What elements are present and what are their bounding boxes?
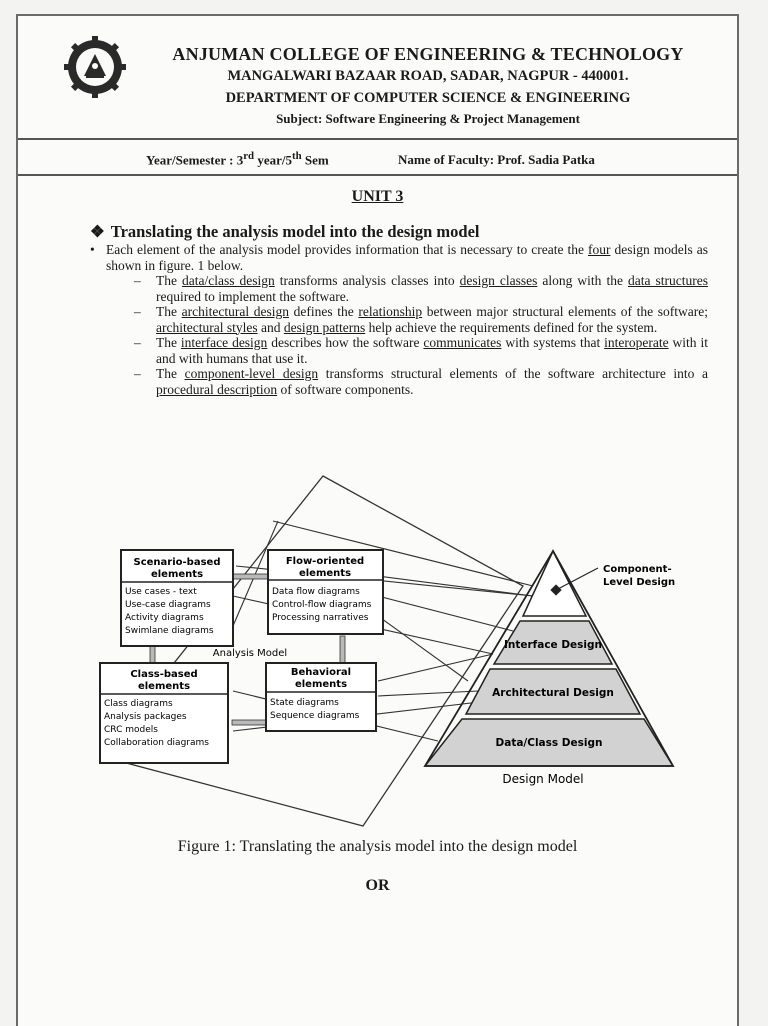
- subject-name: Subject: Software Engineering & Project Management: [276, 111, 580, 126]
- analysis-model-outline: [100, 476, 523, 826]
- list-item: – The component-level design transforms structural elements of the software architecture into a procedural description of software components.: [134, 366, 708, 397]
- course-meta-row: [18, 140, 737, 176]
- pyramid-level-label: Architectural Design: [492, 687, 614, 699]
- box-item: CRC models: [104, 725, 158, 735]
- list-item: – The interface design describes how the software communicates with systems that interoperate with it and with humans that use it.: [134, 335, 708, 366]
- box-title: elements: [294, 679, 348, 690]
- analysis-model-label: Analysis Model: [212, 648, 288, 659]
- box-title: elements: [137, 681, 191, 692]
- component-level-label: Component-: [603, 564, 672, 575]
- box-item: Swimlane diagrams: [125, 626, 214, 636]
- box-item: Collaboration diagrams: [104, 738, 209, 748]
- or-separator: OR: [365, 877, 390, 894]
- box-item: Processing narratives: [272, 613, 369, 623]
- department-name: DEPARTMENT OF COMPUTER SCIENCE & ENGINEERING: [225, 90, 631, 106]
- box-item: Activity diagrams: [125, 613, 204, 623]
- list-item: – The data/class design transforms analysis classes into design classes along with the data structures required to implement the software.: [134, 273, 708, 304]
- diamond-bullet-icon: ❖: [90, 222, 105, 241]
- box-item: State diagrams: [270, 698, 339, 708]
- component-level-label: Level Design: [603, 577, 676, 588]
- box-item: Data flow diagrams: [272, 587, 360, 597]
- design-model-label: Design Model: [502, 772, 584, 786]
- scenario-based-elements-box: [121, 550, 233, 646]
- behavioral-elements-box: [266, 663, 376, 731]
- faculty-name: Name of Faculty: Prof. Sadia Patka: [398, 152, 595, 167]
- college-name: ANJUMAN COLLEGE OF ENGINEERING & TECHNOLOGY: [172, 44, 684, 64]
- bullet-icon: •: [90, 242, 95, 257]
- box-item: Use cases - text: [125, 587, 197, 597]
- college-address: MANGALWARI BAZAAR ROAD, SADAR, NAGPUR - 440001.: [227, 68, 629, 84]
- box-title: elements: [298, 568, 352, 579]
- box-title: Behavioral: [290, 667, 352, 678]
- pyramid-level-label: Interface Design: [503, 639, 603, 651]
- box-item: Use-case diagrams: [125, 600, 211, 610]
- box-item: Analysis packages: [104, 712, 187, 722]
- document-page: [16, 14, 739, 1026]
- section-body: [88, 242, 708, 397]
- box-title: Scenario-based: [133, 557, 221, 568]
- unit-title: UNIT 3: [351, 188, 404, 205]
- box-title: elements: [150, 569, 204, 580]
- year-semester: Year/Semester : 3rd year/5th Sem: [146, 150, 329, 168]
- figure-caption: Figure 1: Translating the analysis model into the design model: [177, 838, 578, 855]
- section-heading: ❖ Translating the analysis model into the design model: [90, 222, 480, 241]
- box-title: Class-based: [130, 669, 198, 680]
- box-item: Control-flow diagrams: [272, 600, 372, 610]
- box-item: Sequence diagrams: [270, 711, 360, 721]
- box-item: Class diagrams: [104, 699, 173, 709]
- pyramid-level-label: Data/Class Design: [495, 737, 603, 749]
- flow-oriented-elements-box: [268, 550, 383, 634]
- college-logo-icon: [64, 36, 126, 98]
- list-item: – The architectural design defines the relationship between major structural elements of the software; architectural styles and design patterns help achieve the requirements defined for the system.: [134, 304, 708, 335]
- list-item: • Each element of the analysis model provides information that is necessary to create the four design models as shown in figure. 1 below.: [90, 242, 708, 273]
- analysis-to-design-figure: [18, 456, 737, 836]
- class-based-elements-box: [100, 663, 228, 763]
- page-header: [18, 16, 737, 140]
- box-title: Flow-oriented: [285, 556, 365, 567]
